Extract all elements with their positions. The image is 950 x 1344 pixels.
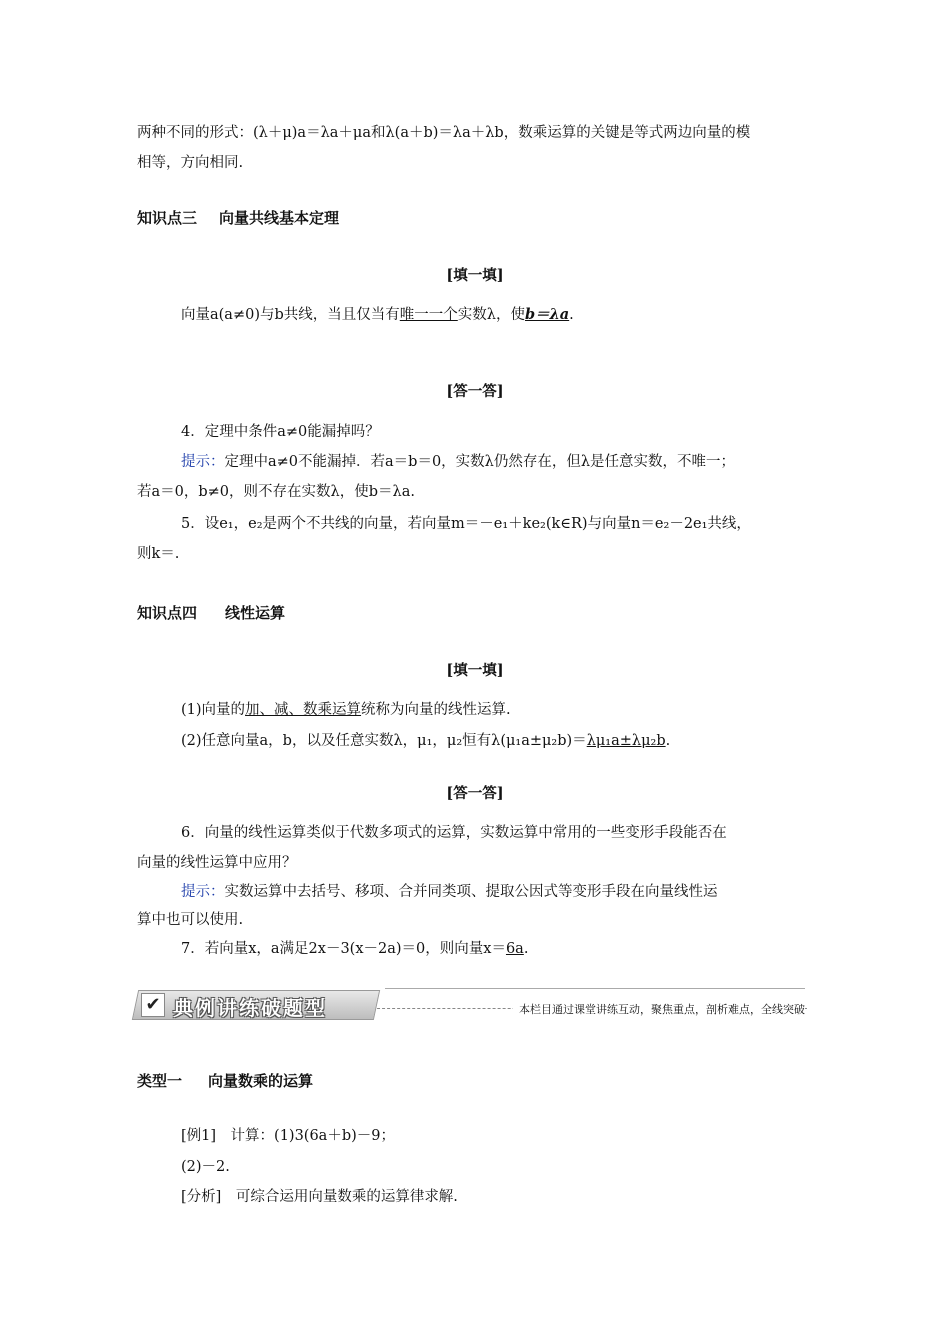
question-6-continued: 向量的线性运算中应用？ bbox=[137, 855, 297, 871]
type-heading bbox=[137, 1070, 313, 1091]
fill-in-label: [填一填] bbox=[446, 267, 504, 284]
text-run: 实数λ，使 bbox=[457, 307, 525, 323]
fill-in-label: [填一填] bbox=[446, 662, 504, 679]
section-number: 知识点四 bbox=[137, 604, 198, 622]
banner-title: 典例讲练破题型 bbox=[173, 996, 327, 1020]
answer-blank: 6a bbox=[505, 941, 524, 957]
hint-6-continued: 算中也可以使用. bbox=[137, 912, 244, 928]
question-label: [答一答] bbox=[446, 785, 504, 802]
section-title: 向量共线基本定理 bbox=[219, 209, 340, 227]
question-5-continued: 则k＝. bbox=[137, 546, 180, 562]
answer-blank: 唯一一个 bbox=[399, 307, 458, 323]
text-run: 定理中a≠0不能漏掉．若a＝b＝0，实数λ仍然存在，但λ是任意实数，不唯一； bbox=[224, 454, 736, 470]
linear-statement-1 bbox=[181, 700, 511, 720]
section-banner bbox=[135, 988, 805, 1022]
hint-label: 提示： bbox=[181, 884, 225, 900]
text-run: . bbox=[665, 733, 671, 749]
text-run: . bbox=[569, 307, 574, 323]
type-title: 向量数乘的运算 bbox=[208, 1072, 314, 1090]
paragraph-line: 两种不同的形式：(λ＋μ)a＝λa＋μa和λ(a＋b)＝λa＋λb，数乘运算的关键是等式两边向量的模 bbox=[137, 125, 751, 141]
hint-6 bbox=[181, 882, 718, 902]
text-run: 统称为向量的线性运算. bbox=[361, 702, 511, 718]
question-7 bbox=[181, 939, 528, 959]
example-1-analysis: [分析] 可综合运用向量数乘的运算律求解. bbox=[181, 1189, 458, 1205]
question-label: [答一答] bbox=[446, 383, 504, 400]
text-run: 实数运算中去括号、移项、合并同类项、提取公因式等变形手段在向量线性运 bbox=[224, 884, 718, 900]
text-run: 7．若向量x，a满足2x－3(x－2a)＝0，则向量x＝ bbox=[181, 941, 506, 957]
theorem-statement bbox=[181, 305, 574, 325]
answer-blank: λμ₁a±λμ₂b bbox=[586, 733, 666, 749]
check-icon: ✔ bbox=[141, 993, 165, 1017]
text-run: . bbox=[523, 941, 529, 957]
type-number: 类型一 bbox=[137, 1072, 183, 1090]
banner-rule bbox=[385, 988, 805, 989]
question-6: 6．向量的线性运算类似于代数多项式的运算，实数运算中常用的一些变形手段能否在 bbox=[181, 825, 727, 841]
section-title: 线性运算 bbox=[225, 604, 286, 622]
text-run: 向量a(a≠0)与b共线，当且仅当有 bbox=[181, 307, 400, 323]
paragraph-line: 相等，方向相同. bbox=[137, 155, 244, 171]
text-run: (2)任意向量a，b，以及任意实数λ，μ₁，μ₂恒有λ(μ₁a±μ₂b)＝ bbox=[181, 733, 587, 749]
hint-4-continued: 若a＝0，b≠0，则不存在实数λ，使b＝λa. bbox=[137, 484, 415, 500]
example-1: [例1] 计算：(1)3(6a＋b)－9； bbox=[181, 1128, 395, 1144]
question-5: 5．设e₁，e₂是两个不共线的向量，若向量m＝－e₁＋ke₂(k∈R)与向量n＝e₂－2e₁共线， bbox=[181, 516, 751, 532]
example-1-part-2: (2)－2. bbox=[181, 1159, 230, 1175]
section-heading bbox=[137, 207, 339, 228]
banner-note: 本栏目通过课堂讲练互动，聚焦重点，剖析难点，全线突破 bbox=[513, 1001, 805, 1017]
answer-blank: 加、减、数乘运算 bbox=[245, 702, 362, 718]
hint-4 bbox=[181, 452, 735, 472]
section-number: 知识点三 bbox=[137, 209, 198, 227]
hint-label: 提示： bbox=[181, 454, 225, 470]
text-run: (1)向量的 bbox=[181, 702, 246, 718]
question-4: 4．定理中条件a≠0能漏掉吗？ bbox=[181, 424, 380, 440]
answer-blank: b＝λa bbox=[524, 306, 570, 323]
linear-statement-2 bbox=[181, 731, 670, 751]
section-heading bbox=[137, 602, 285, 623]
